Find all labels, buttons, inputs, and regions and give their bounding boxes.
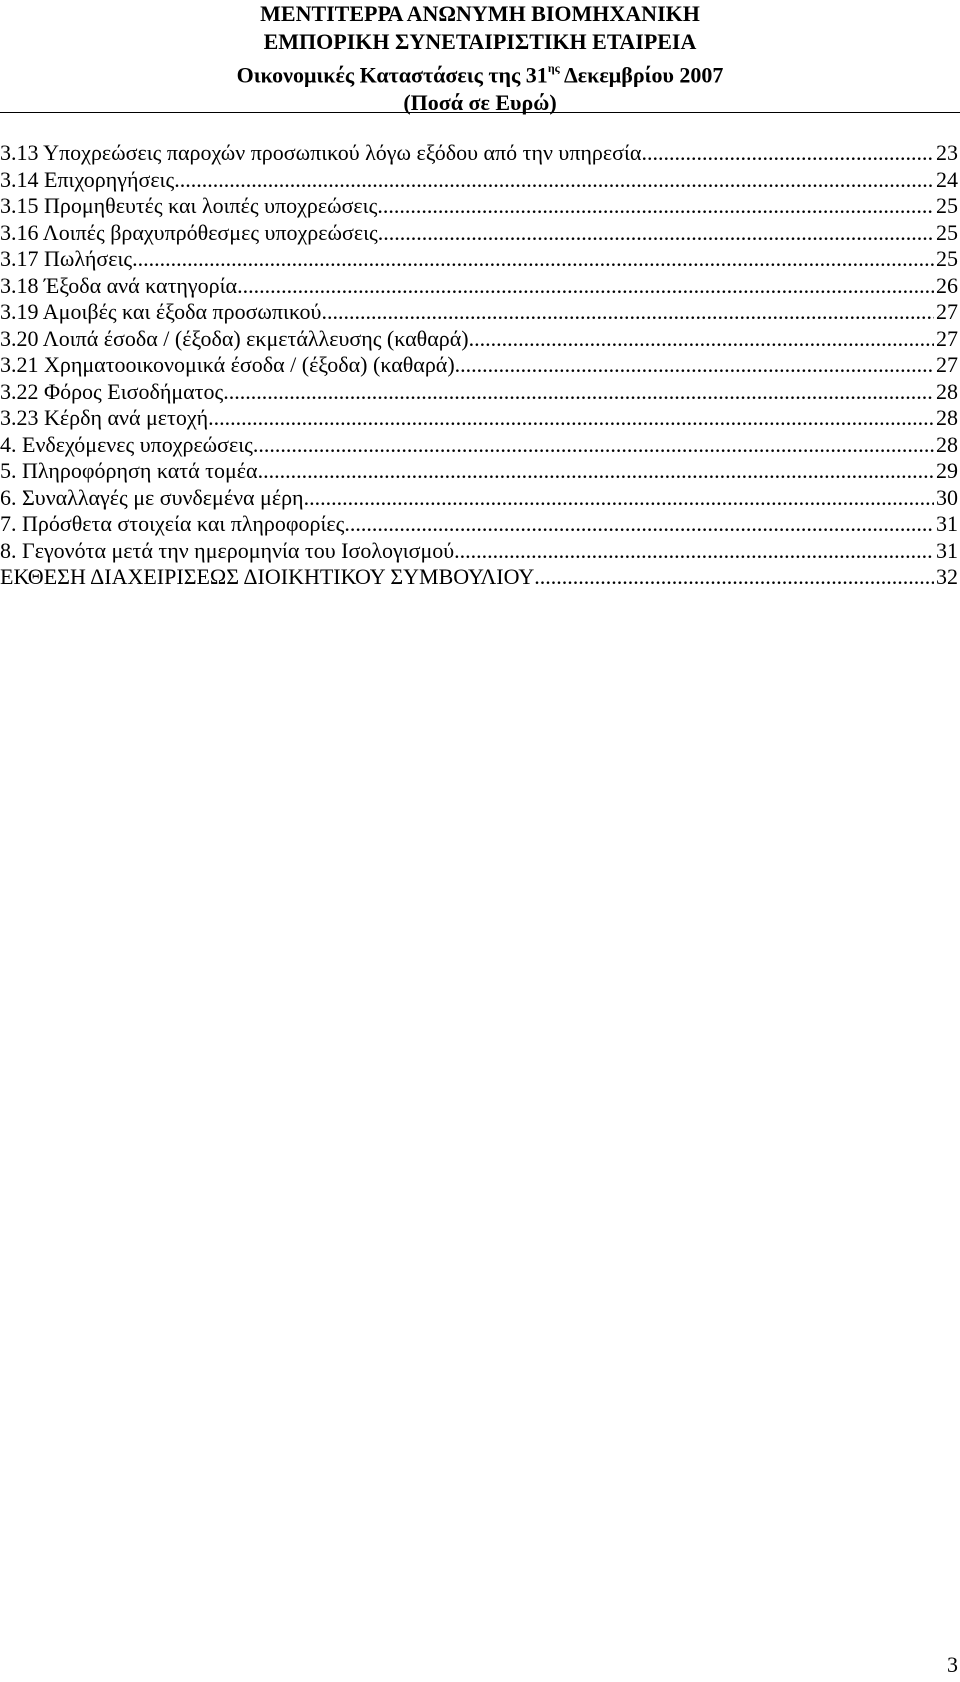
toc-dot-leader	[208, 405, 934, 431]
header-divider	[0, 112, 960, 113]
toc-entry[interactable]	[0, 379, 958, 406]
toc-dot-leader	[321, 299, 934, 325]
toc-entry[interactable]	[0, 485, 958, 512]
statements-title-prefix: Οικονομικές Καταστάσεις της 31	[236, 62, 548, 88]
company-name-line-1: ΜΕΝΤΙΤΕΡΡΑ ΑΝΩΝΥΜΗ ΒΙΟΜΗΧΑΝΙΚΗ	[260, 1, 700, 26]
toc-entry-label: 3.22 Φόρος Εισοδήματος	[0, 378, 224, 404]
toc-dot-leader	[534, 564, 934, 590]
toc-entry-page: 25	[936, 193, 958, 218]
toc-dot-leader	[174, 167, 934, 193]
toc-dot-leader	[641, 140, 934, 166]
toc-entry-page: 27	[936, 352, 958, 377]
toc-entry-label: 8. Γεγονότα μετά την ημερομηνία του Ισολογισμού.	[0, 537, 460, 563]
toc-entry-label: 3.14 Επιχορηγήσεις	[0, 166, 175, 192]
toc-entry[interactable]	[0, 405, 958, 432]
table-of-contents	[0, 140, 958, 591]
toc-entry[interactable]	[0, 140, 958, 167]
toc-entry-page: 32	[936, 564, 958, 589]
toc-entry[interactable]	[0, 326, 958, 353]
toc-entry-label: 3.18 Έξοδα ανά κατηγορία	[0, 272, 238, 298]
toc-dot-leader	[237, 273, 934, 299]
toc-dot-leader	[455, 352, 934, 378]
toc-entry[interactable]	[0, 538, 958, 565]
toc-dot-leader	[304, 485, 934, 511]
toc-entry-label: 4. Ενδεχόμενες υποχρεώσεις	[0, 431, 253, 457]
toc-entry-label: 3.16 Λοιπές βραχυπρόθεσμες υποχρεώσεις	[0, 219, 378, 245]
statements-title-superscript: ης	[547, 61, 560, 75]
toc-entry-label: ΕΚΘΕΣΗ ΔΙΑΧΕΙΡΙΣΕΩΣ ΔΙΟΙΚΗΤΙΚΟΥ ΣΥΜΒΟΥΛΙΟΥ	[0, 564, 535, 589]
toc-entry[interactable]	[0, 273, 958, 300]
company-name-line-2: ΕΜΠΟΡΙΚΗ ΣΥΝΕΤΑΙΡΙΣΤΙΚΗ ΕΤΑΙΡΕΙΑ	[263, 29, 697, 54]
toc-entry-page: 29	[936, 458, 958, 483]
toc-entry[interactable]	[0, 246, 958, 273]
toc-entry-label: 5. Πληροφόρηση κατά τομέα	[0, 458, 258, 483]
toc-entry[interactable]	[0, 511, 958, 538]
toc-dot-leader	[223, 379, 934, 405]
statements-title	[0, 56, 960, 89]
toc-dot-leader	[377, 193, 934, 219]
toc-dot-leader	[344, 511, 934, 537]
toc-entry-page: 25	[936, 246, 958, 271]
toc-entry-label: 3.23 Κέρδη ανά μετοχή	[0, 405, 209, 430]
toc-entry-label: 6. Συναλλαγές με συνδεμένα μέρη	[0, 484, 304, 510]
toc-dot-leader	[460, 538, 934, 564]
toc-entry-page: 27	[936, 325, 958, 351]
toc-entry[interactable]	[0, 432, 958, 459]
toc-entry[interactable]	[0, 564, 958, 591]
toc-entry[interactable]	[0, 220, 958, 247]
toc-entry-page: 23	[936, 140, 958, 165]
toc-entry-page: 30	[936, 484, 958, 510]
toc-entry-page: 24	[936, 166, 958, 192]
toc-dot-leader	[378, 220, 934, 246]
toc-entry[interactable]	[0, 167, 958, 194]
toc-entry-label: 7. Πρόσθετα στοιχεία και πληροφορίες	[0, 511, 345, 536]
toc-entry-label: 3.17 Πωλήσεις	[0, 246, 133, 271]
toc-entry-page: 28	[936, 431, 958, 457]
toc-dot-leader	[258, 458, 934, 484]
toc-entry[interactable]	[0, 193, 958, 220]
toc-entry-page: 27	[936, 299, 958, 324]
toc-entry-label: 3.21 Χρηματοοικονομικά έσοδα / (έξοδα) (καθαρά)	[0, 352, 455, 377]
toc-entry-label: 3.13 Υποχρεώσεις παροχών προσωπικού λόγω εξόδου από την υπηρεσία	[0, 140, 642, 165]
toc-entry[interactable]	[0, 352, 958, 379]
toc-dot-leader	[253, 432, 934, 458]
toc-entry-page: 26	[936, 272, 958, 298]
document-header	[0, 0, 960, 117]
toc-entry-page: 31	[936, 511, 958, 536]
toc-entry-label: 3.15 Προμηθευτές και λοιπές υποχρεώσεις	[0, 193, 378, 218]
amounts-note: (Ποσά σε Ευρώ)	[403, 90, 557, 116]
toc-entry-page: 28	[936, 378, 958, 404]
statements-title-suffix: Δεκεμβρίου 2007	[559, 62, 724, 88]
toc-entry-label: 3.20 Λοιπά έσοδα / (έξοδα) εκμετάλλευσης (καθαρά)	[0, 325, 469, 351]
toc-entry[interactable]	[0, 458, 958, 485]
toc-entry-page: 25	[936, 219, 958, 245]
toc-entry-page: 31	[936, 537, 958, 563]
toc-entry-label: 3.19 Αμοιβές και έξοδα προσωπικού	[0, 299, 322, 324]
page-number: 3	[947, 1652, 958, 1677]
toc-dot-leader	[469, 326, 934, 352]
toc-entry-page: 28	[936, 405, 958, 430]
toc-entry[interactable]	[0, 299, 958, 326]
toc-dot-leader	[132, 246, 934, 272]
